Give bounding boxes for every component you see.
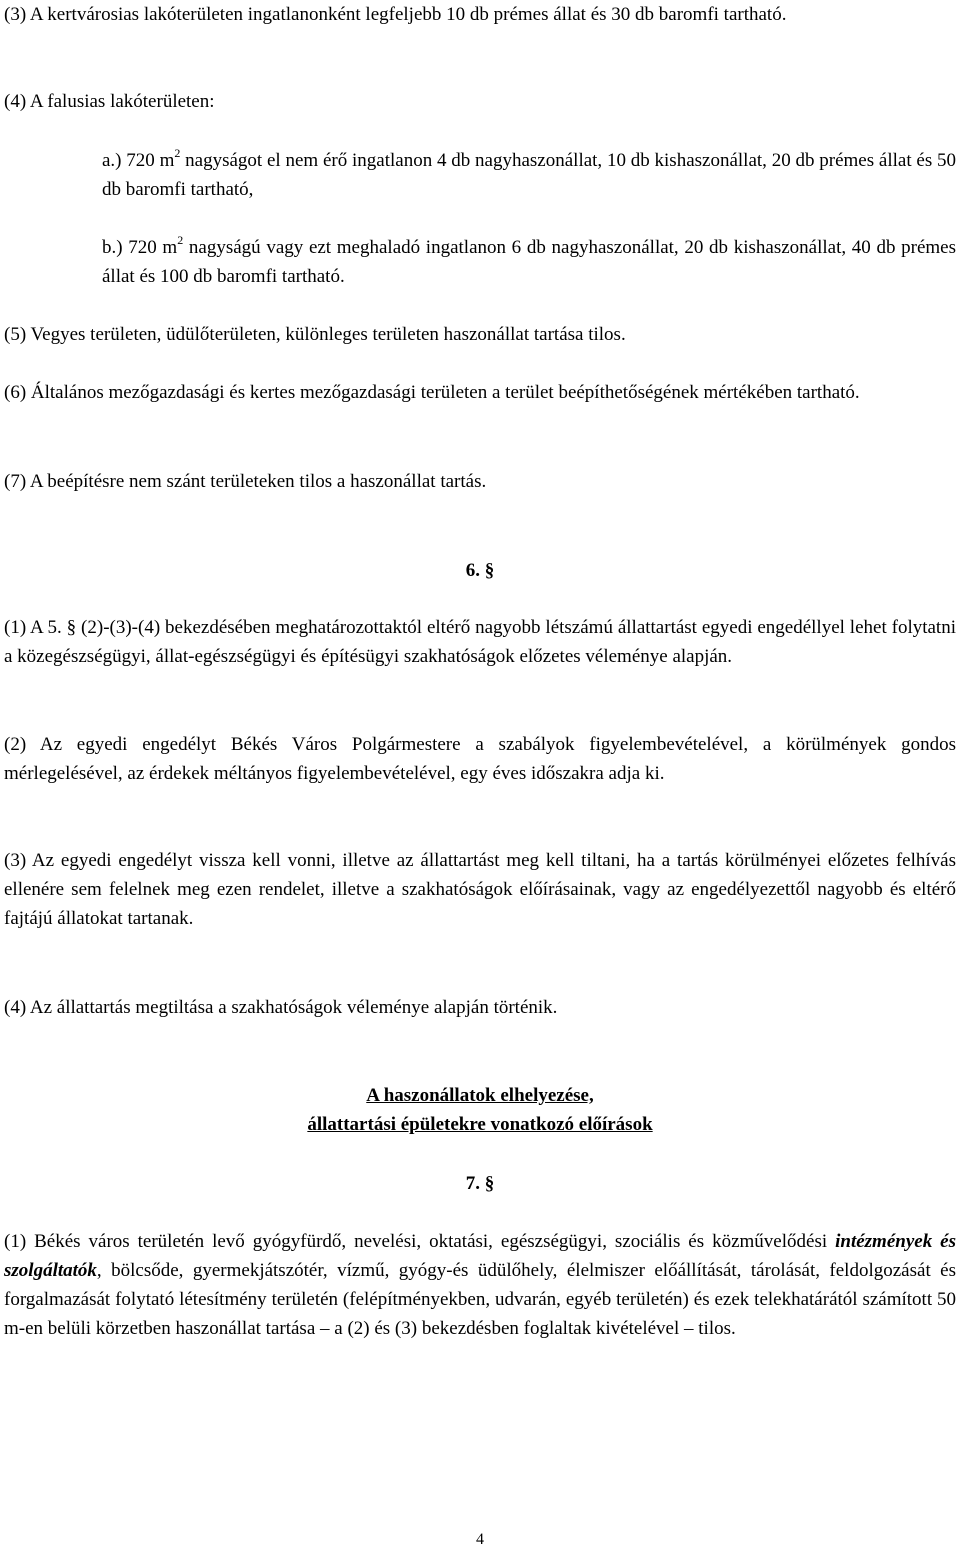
section-6-paragraph-2: (2) Az egyedi engedélyt Békés Város Polgármestere a szabályok figyelembevételével, a körülmények gondos mérlegelésével, az érdekek méltányos figyelembevételével, egy éves időszakra adja ki.: [4, 734, 956, 784]
section-6-heading: 6. §: [465, 560, 495, 581]
emphasis-institutions: intézmények és szolgáltatók: [4, 1231, 956, 1281]
paragraph-7-beepitesre: (7) A beépítésre nem szánt területeken tilos a haszonállat tartás.: [4, 471, 487, 492]
paragraph-5-vegyes: (5) Vegyes területen, üdülőterületen, különleges területen haszonállat tartása tilos.: [4, 324, 626, 345]
paragraph-4b-start: b.) 720 m: [102, 237, 178, 258]
section-7-paragraph-1-rest: , bölcsőde, gyermekjátszótér, vízmű, gyógy-és üdülőhely, élelmiszer előállítását, tárolását, feldolgozását és forgalmazását folytató létesítmény területén (felépítményekben, udvarán, egyéb területén) és ezek telekhatárától számított 50 m-en belüli körzetben haszonállat tartása – a (2) és (3) bekezdésben foglaltak kivételével – tilos.: [4, 1260, 956, 1339]
chapter-title-line-1: A haszonállatok elhelyezése,: [366, 1085, 594, 1106]
paragraph-4b: [102, 233, 956, 291]
paragraph-4-falusias-intro: (4) A falusias lakóterületen:: [4, 91, 215, 112]
paragraph-4a-rest: nagyságot el nem érő ingatlanon 4 db nagyhaszonállat, 10 db kishaszonállat, 20 db prémes állat és 50 db baromfi tartható,: [102, 150, 956, 200]
section-7-paragraph-1: [4, 1227, 956, 1343]
superscript-2: 2: [177, 233, 184, 247]
section-7-heading: 7. §: [465, 1173, 495, 1194]
section-7-paragraph-1-start: (1) Békés város területén levő gyógyfürdő, nevelési, oktatási, egészségügyi, szociális és közművelődési: [4, 1231, 836, 1252]
paragraph-4a-start: a.) 720 m: [102, 150, 175, 171]
section-6-paragraph-3: (3) Az egyedi engedélyt vissza kell vonni, illetve az állattartást meg kell tiltani, ha a tartás körülményei előzetes felhívás ellenére sem felelnek meg ezen rendelet, illetve a szakhatóságok előírásainak, vagy az engedélyezettől nagyobb és eltérő fajtájú állatokat tartanak.: [4, 850, 956, 929]
page-number: 4: [476, 1531, 484, 1548]
paragraph-4a: [102, 146, 956, 204]
section-6-paragraph-1: (1) A 5. § (2)-(3)-(4) bekezdésében meghatározottaktól eltérő nagyobb létszámú állattartást egyedi engedéllyel lehet folytatni a közegészségügyi, állat-egészségügyi és építésügyi szakhatóságok előzetes véleménye alapján.: [4, 617, 956, 667]
section-6-paragraph-4: (4) Az állattartás megtiltása a szakhatóságok véleménye alapján történik.: [4, 997, 558, 1018]
chapter-title-line-2: állattartási épületekre vonatkozó előírások: [307, 1114, 653, 1135]
superscript-2: 2: [174, 146, 181, 160]
paragraph-3-kertvarosias: (3) A kertvárosias lakóterületen ingatlanonként legfeljebb 10 db prémes állat és 30 db baromfi tartható.: [4, 4, 787, 25]
paragraph-4b-rest: nagyságú vagy ezt meghaladó ingatlanon 6 db nagyhaszonállat, 20 db kishaszonállat, 40 db prémes állat és 100 db baromfi tartható.: [102, 237, 957, 287]
paragraph-6-mezogazdasagi: (6) Általános mezőgazdasági és kertes mezőgazdasági területen a terület beépíthetőségének mértékében tartható.: [4, 382, 860, 403]
